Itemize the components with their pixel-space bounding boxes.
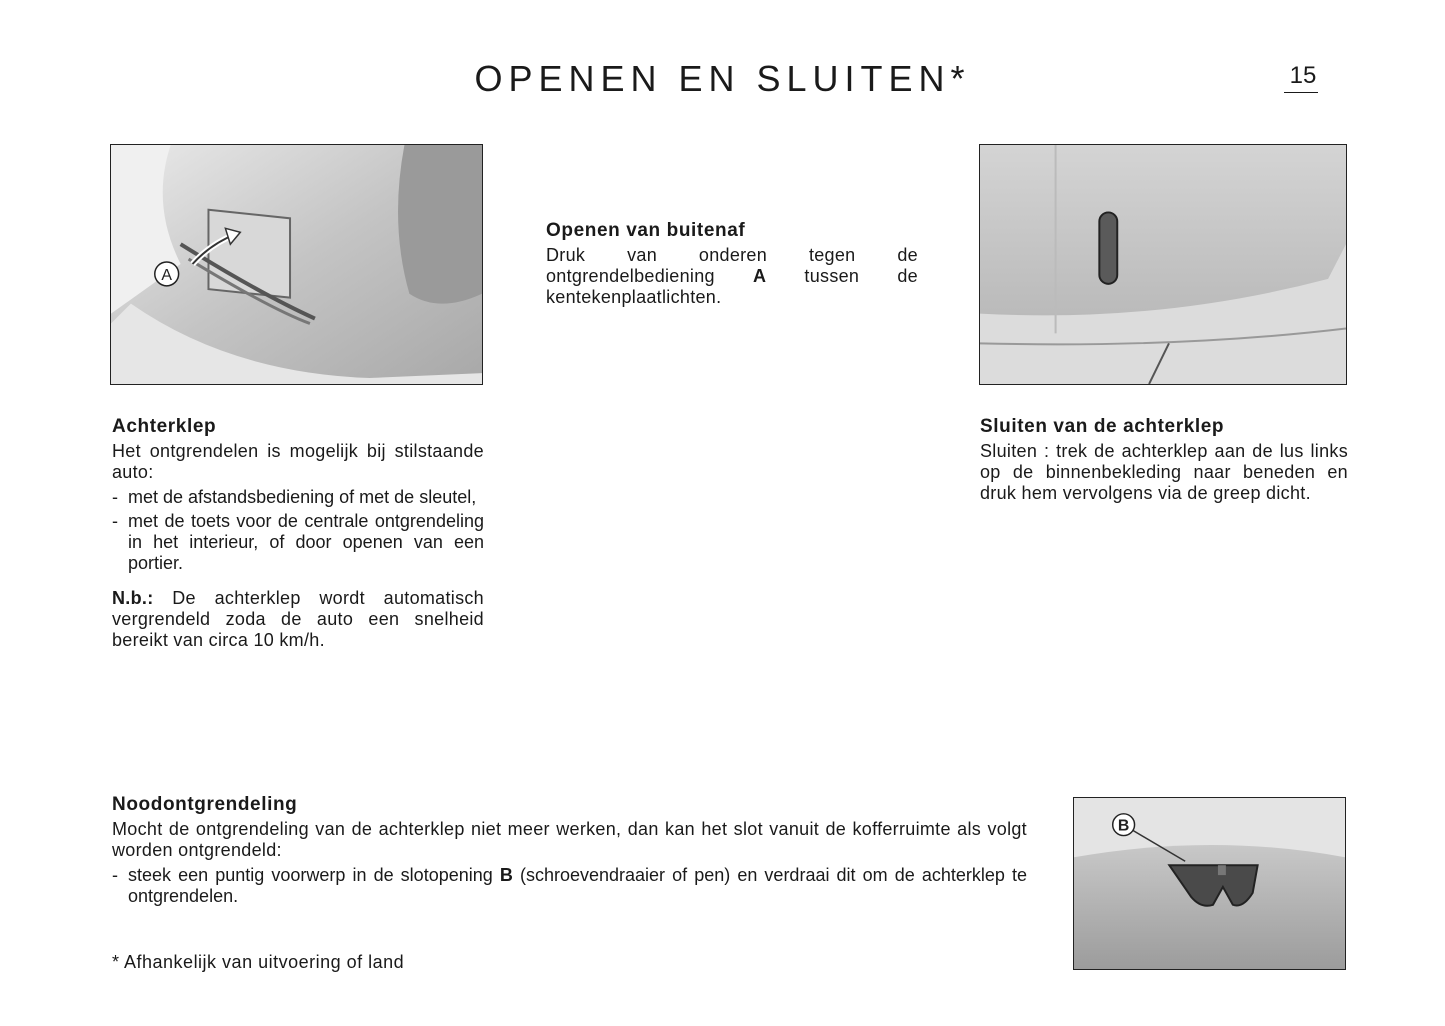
figure-tailgate-interior [979,144,1347,385]
section-noodontgrendeling [112,794,1027,910]
note-text: De achterklep wordt automatisch vergrendeld zoda de auto een snelheid bereikt van circa 10 km/h. [112,588,484,650]
openen-text-part: tussen de kentekenplaatlichten. [546,266,918,307]
list-item: - met de toets voor de centrale ontgrendeling in het interieur, of door openen van een portier. [112,511,484,574]
section-sluiten [980,416,1348,504]
openen-text [546,245,918,308]
achterklep-list [112,487,484,574]
list-item [112,865,1027,907]
page-title: OPENEN EN SLUITEN* [474,58,971,99]
sluiten-text: Sluiten : trek de achterklep aan de lus links op de binnenbekleding naar beneden en druk hem vervolgens via de greep dicht. [980,441,1348,503]
nood-intro: Mocht de ontgrendeling van de achterklep niet meer werken, dan kan het slot vanuit de kofferruimte als volgt worden ontgrendeld: [112,819,1027,860]
section-heading-openen: Openen van buitenaf [546,220,746,241]
page-number-underline [1284,92,1318,93]
section-heading-sluiten: Sluiten van de achterklep [980,416,1225,437]
footnote: * Afhankelijk van uitvoering of land [112,952,405,972]
nood-item-part: steek een puntig voorwerp in de slotopening [128,865,500,885]
page-number: 15 [1289,62,1317,89]
note-label: N.b.: [112,588,154,608]
achterklep-note [112,588,484,651]
nood-item-bold: B [499,865,513,885]
figure-emergency-release [1073,797,1346,970]
figure-label-a: A [161,266,173,284]
section-heading-achterklep: Achterklep [112,416,217,437]
nood-list [112,865,1027,907]
section-openen [546,220,918,308]
section-heading-nood: Noodontgrendeling [112,794,298,815]
nood-item-part: (schroevendraaier of pen) en verdraai dit om de achterklep te ontgrendelen. [128,865,1027,906]
achterklep-intro: Het ontgrendelen is mogelijk bij stilstaande auto: [112,441,484,482]
section-achterklep [112,416,484,651]
openen-text-part: Druk van onderen tegen de ontgrendelbediening [546,245,918,286]
list-item: - met de afstandsbediening of met de sleutel, [112,487,484,508]
figure-tailgate-exterior [110,144,483,385]
figure-label-b: B [1117,817,1130,835]
openen-text-bold: A [752,266,767,286]
